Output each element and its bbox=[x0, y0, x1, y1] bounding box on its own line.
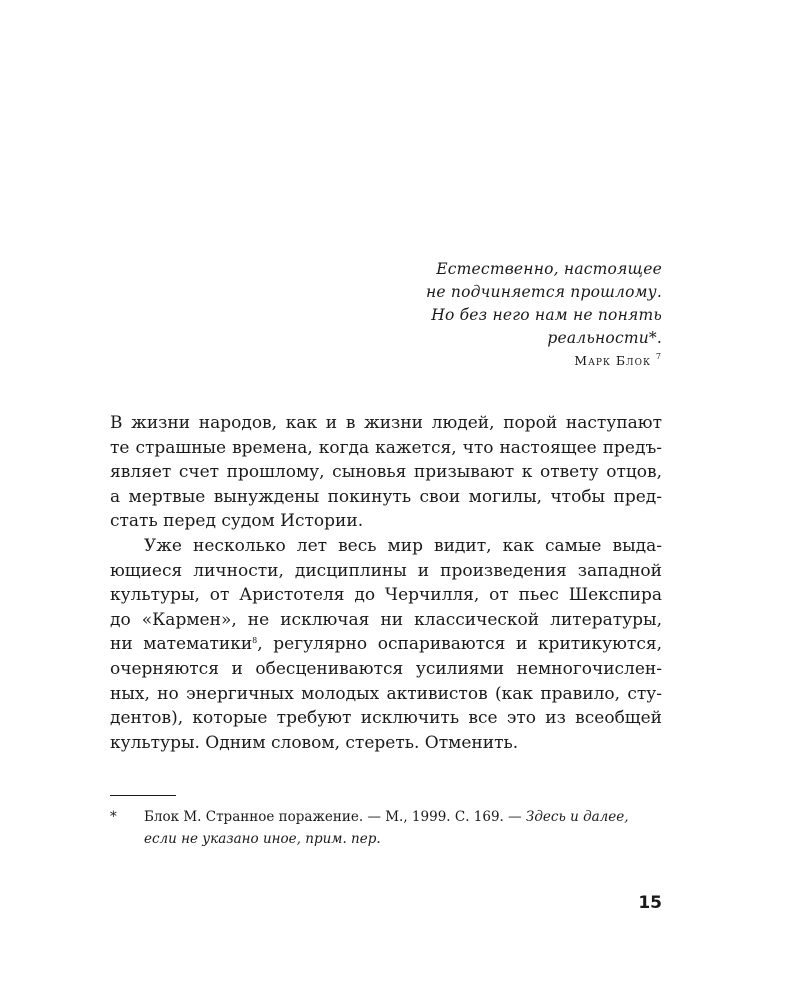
footnote-text bbox=[144, 806, 662, 850]
footnote-line: если не указано иное, прим. пер. bbox=[144, 831, 381, 847]
endnote-number: 8 bbox=[252, 636, 258, 646]
epigraph-line: Но без него нам не понять bbox=[431, 306, 662, 324]
endnote-number: 7 bbox=[655, 352, 662, 361]
body-line-with-note bbox=[110, 632, 662, 657]
body-line: до «Кармен», не исключая ни классической литературы, bbox=[110, 609, 662, 630]
page-number: 15 bbox=[638, 893, 662, 913]
epigraph-author-line bbox=[262, 353, 662, 368]
body-line: а мертвые вынуждены покинуть свои могилы, чтобы пред- bbox=[110, 486, 662, 507]
body-text-fragment: , регулярно оспариваются и критикуются, bbox=[257, 634, 662, 655]
body-text-fragment: ни математики bbox=[110, 634, 253, 655]
footnote-translator-note: — Здесь и далее, bbox=[508, 809, 629, 825]
footnote-divider bbox=[110, 795, 176, 796]
footnote bbox=[110, 806, 662, 850]
footnote-line bbox=[144, 806, 662, 828]
body-line: культуры. Одним словом, стереть. Отменить. bbox=[110, 732, 519, 753]
body-text bbox=[110, 411, 662, 755]
body-line: дентов), которые требуют исключить все это из всеобщей bbox=[110, 708, 662, 729]
footnote-source: Блок М. Странное поражение. — М., 1999. С. 169. bbox=[144, 809, 509, 825]
body-line: В жизни народов, как и в жизни людей, порой наступают bbox=[110, 413, 662, 433]
epigraph-text: реальности bbox=[547, 329, 649, 347]
footnote-marker: *. bbox=[648, 329, 662, 347]
epigraph-line-last bbox=[262, 327, 662, 350]
body-line: очерняются и обесцениваются усилиями немногочислен- bbox=[110, 658, 662, 679]
epigraph-line: Естественно, настоящее bbox=[436, 260, 662, 278]
epigraph-author: Марк Блок bbox=[574, 353, 651, 368]
epigraph bbox=[262, 258, 662, 368]
body-line: культуры, от Аристотеля до Черчилля, от пьес Шекспира bbox=[110, 585, 662, 606]
body-line: Уже несколько лет весь мир видит, как самые выда- bbox=[144, 535, 662, 556]
body-line: являет счет прошлому, сыновья призывают к ответу отцов, bbox=[110, 462, 662, 483]
body-line: ющиеся личности, дисциплины и произведения западной bbox=[110, 560, 662, 581]
footnote-marker: * bbox=[110, 809, 117, 825]
body-line: стать перед судом Истории. bbox=[110, 511, 364, 532]
body-line: ных, но энергичных молодых активистов (как правило, сту- bbox=[110, 683, 662, 704]
epigraph-line: не подчиняется прошлому. bbox=[426, 283, 662, 301]
body-line: те страшные времена, когда кажется, что настоящее предъ- bbox=[110, 437, 662, 458]
